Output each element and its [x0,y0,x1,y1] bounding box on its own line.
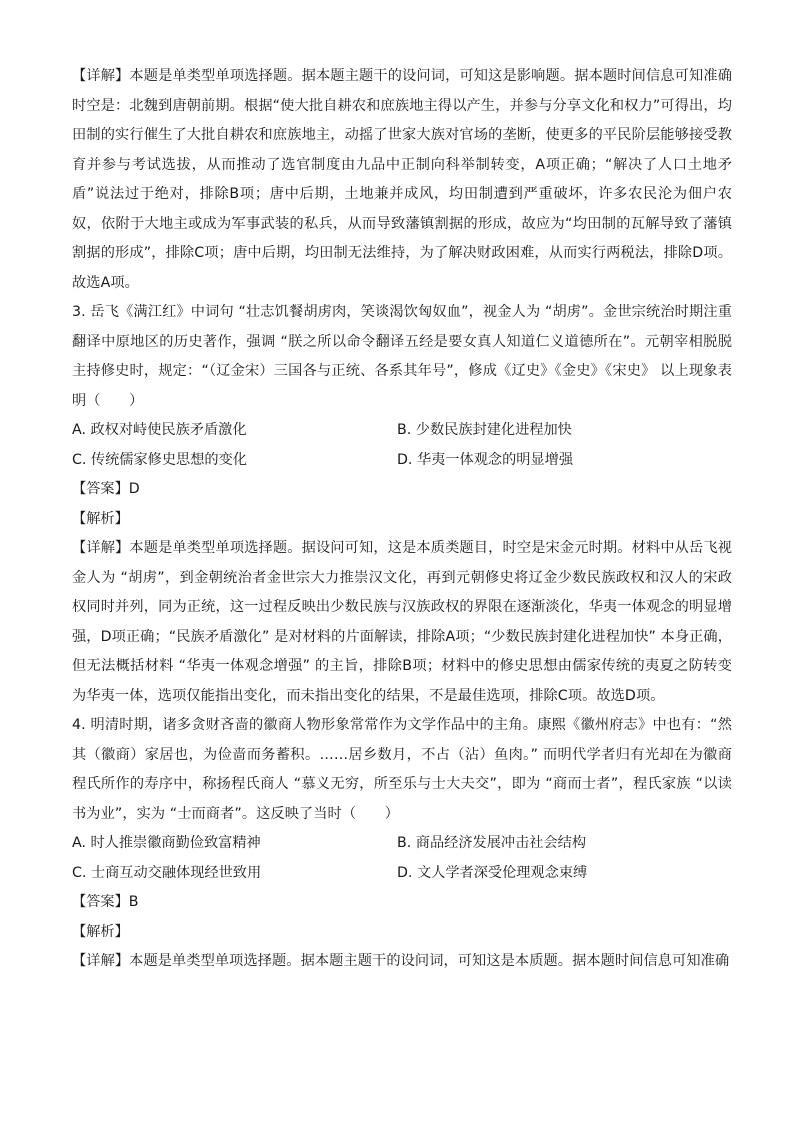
q4-analysis-label: 【解析】 [72,923,129,940]
q2-detail-text: 本题是单类型单项选择题。据本题主题干的设问词，可知这是影响题。据本题时间信息可知准确时空是：北魏到唐朝前期。根据“使大批自耕农和庶族地主得以产生，并参与分享文化和权力”可得出，均田制的实行催生了大批自耕农和庶族地主，动摇了世家大族对官场的垄断，使更多的平民阶层能够接受教育并参与考试选拔，从而推动了选官制度由九品中正制向科举制转变，A项正确；“解决了人口土地矛盾”说法过于绝对，排除B项；唐中后期，土地兼并成风，均田制遭到严重破坏，许多农民沦为佃户农奴，依附于大地主或成为军事武装的私兵，从而导致藩镇割据的形成，故应为“均田制的瓦解导致了藩镇割据的形成”，排除C项；唐中后期，均田制无法维持，为了解决财政困难，从而实行两税法，排除D项。故选A项。 [72,68,733,291]
detail-tag: 【详解】 [72,953,130,969]
q3-option-b: B. 少数民族封建化进程加快 [397,422,572,438]
q3-option-d: D. 华夷一体观念的明显增强 [397,451,574,468]
q3-detail-paragraph [72,534,732,711]
q4-answer: 【答案】B [72,894,139,910]
detail-tag: 【详解】 [72,540,130,556]
q4-option-a: A. 时人推崇徽商勤俭致富精神 [72,835,261,851]
q3-answer: 【答案】D [72,481,140,497]
q4-stem: 4. 明清时期，诸多贪财吝啬的徽商人物形象常常作为文学作品中的主角。康熙《徽州府志》中也有：“然其（徽商）家居也，为俭啬而务蓄积。……居乡数月，不占（沾）鱼肉。” 而明代学者归有光却在为徽商程氏所作的寿序中，称扬程氏商人 “慕义无穷，所至乐与士大夫交”，即为 “商而士者”，程氏家族 “以读书为业”，实为 “士而商者”。这反映了当时（ ） [72,717,732,822]
q3-option-c: C. 传统儒家修史思想的变化 [72,451,247,468]
q4-detail-paragraph [72,947,732,977]
document-page [72,62,732,977]
q4-option-c: C. 士商互动交融体现经世致用 [72,864,262,881]
detail-tag: 【详解】 [72,68,130,84]
q4-option-b: B. 商品经济发展冲击社会结构 [397,835,587,851]
q3-analysis-label: 【解析】 [72,510,129,527]
q3-stem: 3. 岳飞《满江红》中词句 “壮志饥餐胡虏肉，笑谈渴饮匈奴血”，视金人为 “胡虏”。金世宗统治时期注重翻译中原地区的历史著作，强调 “朕之所以命令翻译五经是要女真人知道仁义道德所在”。元朝宰相脱脱主持修史时，规定：“（辽金宋）三国各与正统、各系其年号”，修成《辽史》《金史》《宋史》 以上现象表明（ ） [72,304,732,409]
q4-option-d: D. 文人学者深受伦理观念束缚 [397,864,588,881]
q4-options [72,829,732,888]
q2-detail-paragraph [72,62,732,298]
q3-option-a: A. 政权对峙使民族矛盾激化 [72,422,247,438]
q4-detail-text: 本题是单类型单项选择题。据本题主题干的设问词，可知这是本质题。据本题时间信息可知准确 [129,953,730,969]
q3-detail-text: 本题是单类型单项选择题。据设问可知，这是本质类题目，时空是宋金元时期。材料中从岳飞视金人为 “胡虏”，到金朝统治者金世宗大力推崇汉文化，再到元朝修史将辽金少数民族政权和汉人的宋政权同时并列，同为正统，这一过程反映出少数民族与汉族政权的界限在逐渐淡化，华夷一体观念的明显增强，D项正确；“民族矛盾激化” 是对材料的片面解读，排除A项；“少数民族封建化进程加快” 本身正确，但无法概括材料 “华夷一体观念增强” 的主旨，排除B项；材料中的修史思想由儒家传统的夷夏之防转变为华夷一体，选项仅能指出变化，而未指出变化的结果，不是最佳选项，排除C项。故选D项。 [72,540,733,704]
q3-options [72,416,732,475]
